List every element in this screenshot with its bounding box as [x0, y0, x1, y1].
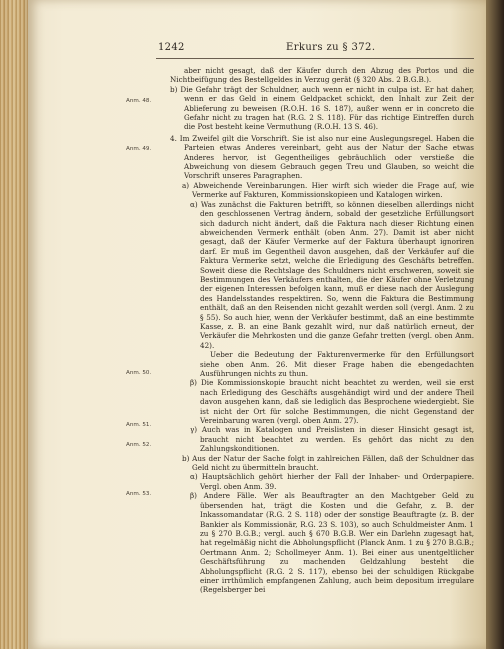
margin-note: Anm. 53.: [126, 491, 152, 497]
paragraph: 4. Im Zweifel gilt die Vorschrift. Sie ist also nur eine Auslegungsregel. Haben die Parteien etwas Anderes vereinbart, geht aus der Natur der Sache etwas Anderes hervor, ist Gegentheiliges gebräuchlich oder verstieße die Abweichung von diesem Gebrauch gegen Treu und Glauben, so weicht die Vorschrift unseres Paragraphen.: [170, 133, 474, 181]
paragraph: Ueber die Bedeutung der Fakturenvermerke für den Erfüllungsort siehe oben Anm. 26. Mit dieser Frage haben die ebengedachten Ausführungen nichts zu thun.: [200, 350, 474, 378]
paragraph: a) Abweichende Vereinbarungen. Hier wirft sich wieder die Frage auf, wie Vermerke auf Fakturen, Kommissionskopieen und Katalogen wirken.: [182, 180, 474, 200]
header-rule: [156, 58, 474, 59]
margin-note: Anm. 48.: [126, 98, 152, 104]
margin-note: Anm. 51.: [126, 422, 152, 428]
margin-note: Anm. 52.: [126, 442, 152, 448]
paragraph: β) Die Kommissionskopie braucht nicht beachtet zu werden, weil sie erst nach Erledigung des Geschäfts ausgehändigt wird und der andere Theil davon ausgehen kann, daß sie lediglich das Besprochene wiedergiebt. Sie ist nicht der Ort für solche Bestimmungen, die nicht Gegenstand der Vereinbarung waren (vergl. oben Anm. 27).: [190, 378, 474, 426]
page-shadow: [486, 0, 504, 649]
book-page: [28, 0, 486, 649]
paragraph: β) Andere Fälle. Wer als Beauftragter an den Machtgeber Geld zu übersenden hat, trägt die Kosten und die Gefahr, z. B. der Inkassomandatar (R.G. 2 S. 118) oder der sonstige Beauftragte (z. B. der Bankier als Kommissionär, R.G. 23 S. 103), so auch Schuldmeister Anm. 1 zu § 270 B.G.B.; vergl. auch § 670 B.G.B. Wer ein Darlehn zugesagt hat, hat regelmäßig nicht die Abholungspflicht (Planck Anm. 1 zu § 270 B.G.B.; Oertmann Anm. 2; Schollmeyer Anm. 1). Bei einer aus unentgeltlicher Geschäftsführung zu machenden Geldzahlung besteht die Abholungspflicht (R.G. 2 S. 117), ebenso bei der schuldigen Rückgabe einer irrthümlich empfangenen Zahlung, auch beim depositum irregulare (Regelsberger bei: [190, 491, 474, 595]
paragraph: b) Die Gefahr trägt der Schuldner, auch wenn er nicht in culpa ist. Er hat daher, wenn er das Geld in einem Geldpacket schickt, den Inhalt zur Zeit der Ablieferung zu beweisen (R.O.H. 16 S. 187), außer wenn er in concreto die Gefahr nicht zu tragen hat (R.G. 2 S. 118). Für das richtige Eintreffen durch die Post besteht keine Vermuthung (R.O.H. 13 S. 46).: [170, 84, 474, 132]
page-header: [28, 42, 486, 56]
paragraph: α) Was zunächst die Fakturen betrifft, so können dieselben allerdings nicht den geschlossenen Vertrag ändern, sobald der gesetzliche Erfüllungsort sich dadurch nicht ändert, daß die Faktura nach dieser Richtung einen abweichenden Vermerk enthält (oben Anm. 27). Damit ist aber nicht gesagt, daß der Käufer Vermerke auf der Faktura überhaupt ignoriren darf. Er muß im Gegentheil davon ausgehen, daß der Verkäufer auf die Faktura Vermerke setzt, welche die Erledigung des Geschäfts betreffen. Soweit diese die Rechtslage des Schuldners nicht erschweren, soweit sie Bestimmungen des Verkäufers enthalten, die der Käufer ohne Verletzung der eigenen Interessen befolgen kann, muß er diese nach der Auslegung des Handelsstandes respektiren. So, wenn die Faktura die Bestimmung enthält, daß an den Reisenden nicht gezahlt werden soll (vergl. Anm. 2 zu § 55). So auch hier, wenn der Verkäufer bestimmt, daß an eine bestimmte Kasse, z. B. an eine Bank gezahlt wird, nur daß natürlich erneut, der Verkäufer die Mehrkosten und die ganze Gefahr tretten (vergl. oben Anm. 42).: [190, 199, 474, 350]
margin-note: Anm. 49.: [126, 146, 152, 152]
margin-note: Anm. 50.: [126, 370, 152, 376]
book-spine: [0, 0, 30, 649]
running-head: Erkurs zu § 372.: [286, 42, 376, 53]
body-text: [170, 66, 474, 595]
page-number: 1242: [158, 42, 185, 53]
paragraph: γ) Auch was in Katalogen und Preislisten in dieser Hinsicht gesagt ist, braucht nicht beachtet zu werden. Es gehört das nicht zu den Zahlungskonditionen.: [190, 425, 474, 454]
paragraph: b) Aus der Natur der Sache folgt in zahlreichen Fällen, daß der Schuldner das Geld nicht zu übermitteln braucht.: [182, 453, 474, 473]
paragraph: α) Hauptsächlich gehört hierher der Fall der Inhaber- und Orderpapiere. Vergl. oben Anm. 39.: [190, 472, 474, 491]
paragraph: aber nicht gesagt, daß der Käufer durch den Abzug des Portos und die Nichtbeifügung des Bestellgeldes in Verzug gerät (§ 320 Abs. 2 B.G.B.).: [170, 66, 474, 85]
